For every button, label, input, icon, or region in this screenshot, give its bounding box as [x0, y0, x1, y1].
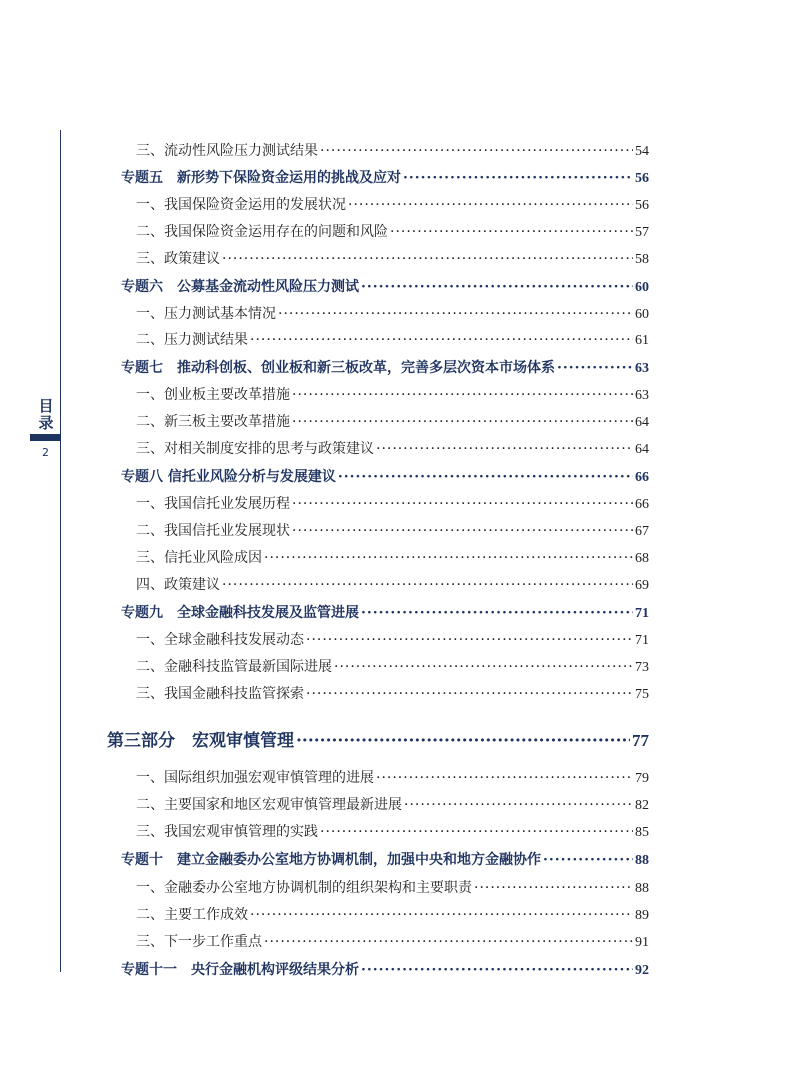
toc-entry-page: 69	[635, 578, 649, 593]
toc-entry-title: 一、金融委办公室地方协调机制的组织架构和主要职责	[136, 880, 472, 896]
toc-entry-page: 63	[635, 361, 649, 376]
toc-dot-leader	[292, 523, 633, 539]
toc-entry[interactable]	[136, 248, 649, 268]
toc-entry[interactable]	[136, 629, 649, 649]
toc-entry-title: 三、下一步工作重点	[136, 934, 262, 950]
toc-entry[interactable]	[136, 904, 649, 924]
toc-entry-page: 71	[635, 633, 649, 648]
toc-dot-leader	[320, 143, 633, 159]
toc-topic-entry[interactable]	[121, 167, 649, 187]
toc-dot-leader	[292, 496, 633, 512]
toc-dot-leader	[361, 279, 633, 295]
toc-dot-leader	[361, 605, 633, 621]
toc-dot-leader	[292, 414, 633, 430]
toc-entry[interactable]	[136, 656, 649, 676]
toc-entry-page: 89	[635, 908, 649, 923]
toc-dot-leader	[250, 332, 633, 348]
toc-entry-title: 三、流动性风险压力测试结果	[136, 143, 318, 159]
toc-entry-title: 一、国际组织加强宏观审慎管理的进展	[136, 770, 374, 786]
toc-dot-leader	[474, 880, 633, 896]
toc-entry[interactable]	[136, 221, 649, 241]
sidebar-section-label	[32, 398, 60, 432]
toc-entry-title: 专题七 推动科创板、创业板和新三板改革，完善多层次资本市场体系	[121, 360, 555, 376]
toc-entry-page: 67	[635, 524, 649, 539]
toc-topic-entry[interactable]	[121, 357, 649, 377]
toc-entry-title: 二、主要国家和地区宏观审慎管理最新进展	[136, 797, 402, 813]
toc-entry-page: 64	[635, 415, 649, 430]
toc-entry-page: 92	[635, 963, 649, 978]
toc-entry-page: 91	[635, 935, 649, 950]
toc-entry-page: 82	[635, 798, 649, 813]
toc-dot-leader	[306, 632, 633, 648]
toc-entry[interactable]	[136, 794, 649, 814]
toc-entry-page: 88	[635, 881, 649, 896]
toc-topic-entry[interactable]	[121, 602, 649, 622]
toc-entry-page: 66	[635, 470, 649, 485]
toc-dot-leader	[222, 577, 633, 593]
toc-dot-leader	[278, 306, 633, 322]
toc-entry-title: 二、压力测试结果	[136, 332, 248, 348]
toc-entry-title: 专题十一 央行金融机构评级结果分析	[121, 962, 359, 978]
toc-dot-leader	[338, 469, 633, 485]
toc-entry-title: 三、我国宏观审慎管理的实践	[136, 824, 318, 840]
toc-entry-page: 77	[632, 731, 649, 750]
toc-dot-leader	[376, 770, 633, 786]
toc-entry-page: 63	[635, 388, 649, 403]
toc-entry-title: 四、政策建议	[136, 577, 220, 593]
toc-entry-title: 专题六 公募基金流动性风险压力测试	[121, 279, 359, 295]
toc-entry[interactable]	[136, 194, 649, 214]
toc-entry-page: 58	[635, 252, 649, 267]
toc-dot-leader	[404, 797, 633, 813]
toc-entry-title: 二、我国保险资金运用存在的问题和风险	[136, 224, 388, 240]
toc-dot-leader	[264, 550, 633, 566]
toc-entry-page: 71	[635, 606, 649, 621]
sidebar-marker-bar	[30, 434, 61, 441]
toc-entry-page: 73	[635, 660, 649, 675]
toc-entry-title: 二、主要工作成效	[136, 907, 248, 923]
toc-entry-page: 60	[635, 280, 649, 295]
toc-entry[interactable]	[136, 438, 649, 458]
toc-dot-leader	[348, 197, 633, 213]
toc-dot-leader	[320, 824, 633, 840]
toc-entry[interactable]	[136, 877, 649, 897]
toc-entry-title: 一、我国信托业发展历程	[136, 496, 290, 512]
toc-entry-title: 一、全球金融科技发展动态	[136, 632, 304, 648]
toc-entry-title: 专题五 新形势下保险资金运用的挑战及应对	[121, 170, 401, 186]
toc-dot-leader	[292, 387, 633, 403]
toc-entry[interactable]	[136, 574, 649, 594]
toc-entry[interactable]	[136, 767, 649, 787]
toc-entry-title: 一、我国保险资金运用的发展状况	[136, 197, 346, 213]
toc-entry-page: 66	[635, 497, 649, 512]
toc-entry-title: 三、信托业风险成因	[136, 550, 262, 566]
page-number: 2	[42, 446, 49, 459]
toc-entry-page: 85	[635, 825, 649, 840]
toc-topic-entry[interactable]	[121, 959, 649, 979]
toc-entry-page: 56	[635, 171, 649, 186]
toc-entry[interactable]	[136, 493, 649, 513]
toc-entry-title: 三、对相关制度安排的思考与政策建议	[136, 441, 374, 457]
toc-entry-title: 专题十 建立金融委办公室地方协调机制，加强中央和地方金融协作	[121, 852, 541, 868]
toc-entry-page: 54	[635, 144, 649, 159]
toc-entry[interactable]	[136, 303, 649, 323]
toc-entry[interactable]	[136, 384, 649, 404]
toc-topic-entry[interactable]	[121, 276, 649, 296]
toc-entry-title: 一、压力测试基本情况	[136, 306, 276, 322]
toc-entry-page: 68	[635, 551, 649, 566]
toc-entry[interactable]	[136, 547, 649, 567]
toc-entry[interactable]	[136, 683, 649, 703]
toc-entry-page: 60	[635, 307, 649, 322]
toc-dot-leader	[334, 659, 633, 675]
toc-entry-title: 专题九 全球金融科技发展及监管进展	[121, 605, 359, 621]
toc-dot-leader	[361, 962, 633, 978]
toc-entry-page: 56	[635, 198, 649, 213]
toc-entry[interactable]	[136, 931, 649, 951]
toc-entry-title: 二、我国信托业发展现状	[136, 523, 290, 539]
toc-dot-leader	[403, 170, 633, 186]
sidebar-label-char-1: 目	[38, 397, 54, 415]
toc-topic-entry[interactable]	[121, 849, 649, 869]
toc-dot-leader	[306, 686, 633, 702]
toc-entry-page: 79	[635, 771, 649, 786]
toc-dot-leader	[264, 934, 633, 950]
toc-entry-page: 61	[635, 333, 649, 348]
toc-dot-leader	[557, 360, 633, 376]
toc-entry-title: 三、政策建议	[136, 251, 220, 267]
toc-entry-page: 57	[635, 225, 649, 240]
toc-entry-page: 64	[635, 442, 649, 457]
toc-entry[interactable]	[136, 411, 649, 431]
toc-entry-title: 二、新三板主要改革措施	[136, 414, 290, 430]
toc-entry-title: 二、金融科技监管最新国际进展	[136, 659, 332, 675]
toc-entry[interactable]	[136, 329, 649, 349]
toc-entry[interactable]	[136, 821, 649, 841]
toc-dot-leader	[543, 852, 633, 868]
toc-entry-title: 三、我国金融科技监管探索	[136, 686, 304, 702]
toc-dot-leader	[376, 441, 633, 457]
sidebar-rule	[60, 130, 61, 972]
toc-entry-title: 专题八 信托业风险分析与发展建议	[121, 469, 336, 485]
toc-dot-leader	[222, 251, 633, 267]
toc-part-entry[interactable]	[107, 726, 649, 751]
toc-entry-page: 75	[635, 687, 649, 702]
toc-dot-leader	[250, 907, 633, 923]
toc-entry-title: 第三部分 宏观审慎管理	[107, 731, 294, 751]
toc-entry[interactable]	[136, 140, 649, 160]
toc-entry-title: 一、创业板主要改革措施	[136, 387, 290, 403]
toc-entry[interactable]	[136, 520, 649, 540]
sidebar-label-char-2: 录	[38, 414, 54, 432]
toc-dot-leader	[296, 731, 630, 751]
toc-dot-leader	[390, 224, 633, 240]
toc-entry-page: 88	[635, 853, 649, 868]
toc-topic-entry[interactable]	[121, 466, 649, 486]
